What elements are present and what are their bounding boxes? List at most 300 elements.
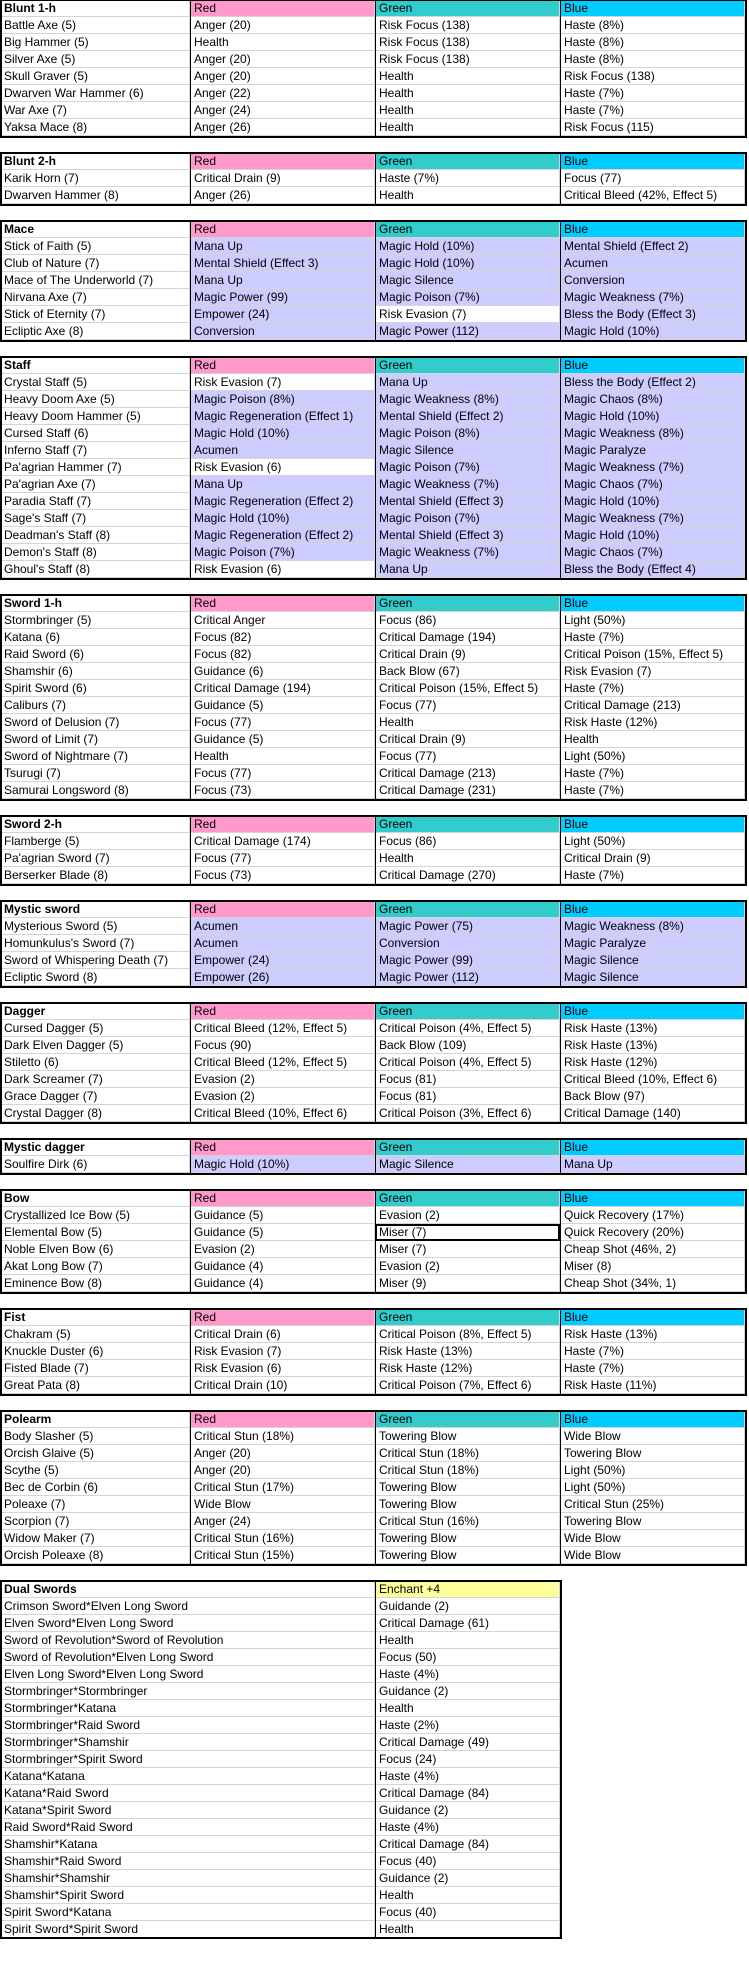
green-sa-cell[interactable]: Magic Silence <box>375 272 560 289</box>
dual-sword-sa-cell[interactable]: Critical Damage (61) <box>375 1615 560 1632</box>
red-column-header[interactable]: Red <box>190 1139 375 1156</box>
blue-column-header[interactable]: Blue <box>560 0 745 17</box>
red-sa-cell[interactable]: Mana Up <box>190 238 375 255</box>
dual-sword-combo-cell[interactable]: Spirit Sword*Katana <box>0 1904 375 1921</box>
dual-sword-sa-cell[interactable]: Critical Damage (84) <box>375 1785 560 1802</box>
red-column-header[interactable]: Red <box>190 1309 375 1326</box>
blue-sa-cell[interactable]: Magic Silence <box>560 969 745 986</box>
dual-sword-combo-cell[interactable]: Shamshir*Spirit Sword <box>0 1887 375 1904</box>
red-sa-cell[interactable]: Focus (82) <box>190 646 375 663</box>
blue-sa-cell[interactable]: Risk Haste (13%) <box>560 1020 745 1037</box>
green-sa-cell[interactable]: Risk Focus (138) <box>375 34 560 51</box>
red-sa-cell[interactable]: Anger (20) <box>190 17 375 34</box>
blue-sa-cell[interactable]: Haste (8%) <box>560 51 745 68</box>
red-sa-cell[interactable]: Magic Regeneration (Effect 2) <box>190 527 375 544</box>
red-sa-cell[interactable]: Critical Bleed (12%, Effect 5) <box>190 1054 375 1071</box>
blue-sa-cell[interactable]: Risk Haste (12%) <box>560 1054 745 1071</box>
green-sa-cell[interactable]: Haste (7%) <box>375 170 560 187</box>
dual-sword-combo-cell[interactable]: Raid Sword*Raid Sword <box>0 1819 375 1836</box>
blue-column-header[interactable]: Blue <box>560 1139 745 1156</box>
blue-column-header[interactable]: Blue <box>560 901 745 918</box>
weapon-name-cell[interactable]: Katana (6) <box>0 629 190 646</box>
red-sa-cell[interactable]: Mental Shield (Effect 3) <box>190 255 375 272</box>
red-sa-cell[interactable]: Empower (26) <box>190 969 375 986</box>
blue-column-header[interactable]: Blue <box>560 1190 745 1207</box>
blue-column-header[interactable]: Blue <box>560 221 745 238</box>
dual-sword-sa-cell[interactable]: Focus (24) <box>375 1751 560 1768</box>
red-column-header[interactable]: Red <box>190 1190 375 1207</box>
green-column-header[interactable]: Green <box>375 595 560 612</box>
blue-sa-cell[interactable]: Bless the Body (Effect 3) <box>560 306 745 323</box>
section-title[interactable]: Blunt 1-h <box>0 0 190 17</box>
weapon-name-cell[interactable]: War Axe (7) <box>0 102 190 119</box>
green-sa-cell[interactable]: Critical Damage (270) <box>375 867 560 884</box>
dual-sword-sa-cell[interactable]: Critical Damage (49) <box>375 1734 560 1751</box>
section-title[interactable]: Sword 2-h <box>0 816 190 833</box>
green-sa-cell[interactable]: Evasion (2) <box>375 1258 560 1275</box>
blue-sa-cell[interactable]: Haste (7%) <box>560 102 745 119</box>
dual-sword-sa-cell[interactable]: Critical Damage (84) <box>375 1836 560 1853</box>
weapon-name-cell[interactable]: Akat Long Bow (7) <box>0 1258 190 1275</box>
red-sa-cell[interactable]: Risk Evasion (6) <box>190 459 375 476</box>
green-sa-cell[interactable]: Magic Silence <box>375 442 560 459</box>
blue-sa-cell[interactable]: Magic Weakness (7%) <box>560 510 745 527</box>
blue-sa-cell[interactable]: Miser (8) <box>560 1258 745 1275</box>
blue-sa-cell[interactable]: Critical Damage (213) <box>560 697 745 714</box>
weapon-name-cell[interactable]: Crystal Staff (5) <box>0 374 190 391</box>
green-sa-cell[interactable]: Towering Blow <box>375 1547 560 1564</box>
weapon-name-cell[interactable]: Widow Maker (7) <box>0 1530 190 1547</box>
section-title[interactable]: Polearm <box>0 1411 190 1428</box>
green-sa-cell[interactable]: Risk Haste (12%) <box>375 1360 560 1377</box>
green-sa-cell[interactable]: Magic Hold (10%) <box>375 255 560 272</box>
dual-sword-sa-cell[interactable]: Guidande (2) <box>375 1598 560 1615</box>
red-sa-cell[interactable]: Critical Stun (17%) <box>190 1479 375 1496</box>
red-sa-cell[interactable]: Critical Stun (18%) <box>190 1428 375 1445</box>
dual-sword-sa-cell[interactable]: Focus (40) <box>375 1853 560 1870</box>
weapon-name-cell[interactable]: Sword of Whispering Death (7) <box>0 952 190 969</box>
red-sa-cell[interactable]: Magic Hold (10%) <box>190 510 375 527</box>
red-sa-cell[interactable]: Evasion (2) <box>190 1241 375 1258</box>
weapon-name-cell[interactable]: Orcish Poleaxe (8) <box>0 1547 190 1564</box>
section-title[interactable]: Staff <box>0 357 190 374</box>
weapon-name-cell[interactable]: Stormbringer (5) <box>0 612 190 629</box>
dual-sword-combo-cell[interactable]: Elven Long Sword*Elven Long Sword <box>0 1666 375 1683</box>
section-title[interactable]: Fist <box>0 1309 190 1326</box>
dual-sword-sa-cell[interactable]: Haste (4%) <box>375 1768 560 1785</box>
green-sa-cell[interactable]: Back Blow (109) <box>375 1037 560 1054</box>
weapon-name-cell[interactable]: Sword of Nightmare (7) <box>0 748 190 765</box>
red-sa-cell[interactable]: Critical Stun (15%) <box>190 1547 375 1564</box>
blue-sa-cell[interactable]: Magic Hold (10%) <box>560 323 745 340</box>
green-sa-cell[interactable]: Magic Weakness (7%) <box>375 476 560 493</box>
section-title[interactable]: Dagger <box>0 1003 190 1020</box>
blue-sa-cell[interactable]: Critical Damage (140) <box>560 1105 745 1122</box>
weapon-name-cell[interactable]: Paradia Staff (7) <box>0 493 190 510</box>
weapon-name-cell[interactable]: Karik Horn (7) <box>0 170 190 187</box>
blue-sa-cell[interactable]: Magic Paralyze <box>560 935 745 952</box>
blue-sa-cell[interactable]: Magic Chaos (7%) <box>560 544 745 561</box>
weapon-name-cell[interactable]: Bec de Corbin (6) <box>0 1479 190 1496</box>
blue-sa-cell[interactable]: Light (50%) <box>560 1462 745 1479</box>
section-title[interactable]: Mace <box>0 221 190 238</box>
green-column-header[interactable]: Green <box>375 221 560 238</box>
blue-column-header[interactable]: Blue <box>560 153 745 170</box>
red-sa-cell[interactable]: Magic Regeneration (Effect 2) <box>190 493 375 510</box>
green-sa-cell[interactable]: Magic Power (112) <box>375 969 560 986</box>
blue-sa-cell[interactable]: Risk Evasion (7) <box>560 663 745 680</box>
red-sa-cell[interactable]: Empower (24) <box>190 306 375 323</box>
blue-sa-cell[interactable]: Quick Recovery (20%) <box>560 1224 745 1241</box>
blue-sa-cell[interactable]: Haste (7%) <box>560 85 745 102</box>
red-sa-cell[interactable]: Guidance (6) <box>190 663 375 680</box>
blue-sa-cell[interactable]: Magic Chaos (7%) <box>560 476 745 493</box>
blue-sa-cell[interactable]: Risk Haste (11%) <box>560 1377 745 1394</box>
green-sa-cell[interactable]: Towering Blow <box>375 1479 560 1496</box>
dual-sword-combo-cell[interactable]: Katana*Raid Sword <box>0 1785 375 1802</box>
red-column-header[interactable]: Red <box>190 1003 375 1020</box>
red-sa-cell[interactable]: Critical Stun (16%) <box>190 1530 375 1547</box>
green-sa-cell[interactable]: Evasion (2) <box>375 1207 560 1224</box>
red-sa-cell[interactable]: Acumen <box>190 442 375 459</box>
weapon-name-cell[interactable]: Inferno Staff (7) <box>0 442 190 459</box>
dual-sword-combo-cell[interactable]: Stormbringer*Stormbringer <box>0 1683 375 1700</box>
weapon-name-cell[interactable]: Heavy Doom Axe (5) <box>0 391 190 408</box>
red-sa-cell[interactable]: Guidance (5) <box>190 1224 375 1241</box>
red-sa-cell[interactable]: Conversion <box>190 323 375 340</box>
blue-sa-cell[interactable]: Bless the Body (Effect 2) <box>560 374 745 391</box>
green-sa-cell[interactable]: Mana Up <box>375 374 560 391</box>
red-sa-cell[interactable]: Focus (73) <box>190 782 375 799</box>
blue-sa-cell[interactable]: Critical Stun (25%) <box>560 1496 745 1513</box>
green-sa-cell[interactable]: Critical Drain (9) <box>375 646 560 663</box>
green-sa-cell[interactable]: Towering Blow <box>375 1496 560 1513</box>
blue-sa-cell[interactable]: Haste (7%) <box>560 629 745 646</box>
dual-sword-combo-cell[interactable]: Spirit Sword*Spirit Sword <box>0 1921 375 1938</box>
weapon-name-cell[interactable]: Dark Elven Dagger (5) <box>0 1037 190 1054</box>
dual-sword-combo-cell[interactable]: Katana*Katana <box>0 1768 375 1785</box>
weapon-name-cell[interactable]: Stick of Eternity (7) <box>0 306 190 323</box>
dual-sword-sa-cell[interactable]: Health <box>375 1921 560 1938</box>
green-sa-cell[interactable]: Critical Damage (213) <box>375 765 560 782</box>
blue-sa-cell[interactable]: Wide Blow <box>560 1530 745 1547</box>
blue-sa-cell[interactable]: Magic Weakness (7%) <box>560 459 745 476</box>
green-sa-cell[interactable]: Critical Poison (4%, Effect 5) <box>375 1020 560 1037</box>
green-sa-cell[interactable]: Conversion <box>375 935 560 952</box>
red-column-header[interactable]: Red <box>190 0 375 17</box>
red-sa-cell[interactable]: Anger (20) <box>190 51 375 68</box>
dual-sword-combo-cell[interactable]: Sword of Revolution*Sword of Revolution <box>0 1632 375 1649</box>
weapon-name-cell[interactable]: Stick of Faith (5) <box>0 238 190 255</box>
blue-sa-cell[interactable]: Light (50%) <box>560 748 745 765</box>
blue-sa-cell[interactable]: Cheap Shot (46%, 2) <box>560 1241 745 1258</box>
red-sa-cell[interactable]: Risk Evasion (7) <box>190 1343 375 1360</box>
weapon-name-cell[interactable]: Mysterious Sword (5) <box>0 918 190 935</box>
blue-sa-cell[interactable]: Acumen <box>560 255 745 272</box>
red-sa-cell[interactable]: Anger (26) <box>190 187 375 204</box>
blue-sa-cell[interactable]: Wide Blow <box>560 1547 745 1564</box>
blue-sa-cell[interactable]: Risk Focus (138) <box>560 68 745 85</box>
green-sa-cell[interactable]: Magic Power (75) <box>375 918 560 935</box>
red-sa-cell[interactable]: Focus (82) <box>190 629 375 646</box>
blue-column-header[interactable]: Blue <box>560 1309 745 1326</box>
weapon-name-cell[interactable]: Pa'agrian Sword (7) <box>0 850 190 867</box>
weapon-name-cell[interactable]: Deadman's Staff (8) <box>0 527 190 544</box>
dual-sword-sa-cell[interactable]: Health <box>375 1887 560 1904</box>
red-sa-cell[interactable]: Anger (20) <box>190 1462 375 1479</box>
weapon-name-cell[interactable]: Mace of The Underworld (7) <box>0 272 190 289</box>
weapon-name-cell[interactable]: Knuckle Duster (6) <box>0 1343 190 1360</box>
section-title[interactable]: Bow <box>0 1190 190 1207</box>
weapon-name-cell[interactable]: Cursed Staff (6) <box>0 425 190 442</box>
green-column-header[interactable]: Green <box>375 357 560 374</box>
blue-sa-cell[interactable]: Mana Up <box>560 1156 745 1173</box>
weapon-name-cell[interactable]: Samurai Longsword (8) <box>0 782 190 799</box>
weapon-name-cell[interactable]: Tsurugi (7) <box>0 765 190 782</box>
weapon-name-cell[interactable]: Eminence Bow (8) <box>0 1275 190 1292</box>
blue-sa-cell[interactable]: Quick Recovery (17%) <box>560 1207 745 1224</box>
weapon-name-cell[interactable]: Homunkulus's Sword (7) <box>0 935 190 952</box>
green-column-header[interactable]: Green <box>375 1139 560 1156</box>
green-sa-cell[interactable]: Critical Stun (18%) <box>375 1462 560 1479</box>
weapon-name-cell[interactable]: Ecliptic Sword (8) <box>0 969 190 986</box>
blue-sa-cell[interactable]: Risk Haste (13%) <box>560 1326 745 1343</box>
weapon-name-cell[interactable]: Dwarven Hammer (8) <box>0 187 190 204</box>
weapon-name-cell[interactable]: Pa'agrian Hammer (7) <box>0 459 190 476</box>
blue-column-header[interactable]: Blue <box>560 357 745 374</box>
green-sa-cell[interactable]: Miser (7) <box>375 1224 560 1241</box>
weapon-name-cell[interactable]: Poleaxe (7) <box>0 1496 190 1513</box>
red-sa-cell[interactable]: Critical Bleed (10%, Effect 6) <box>190 1105 375 1122</box>
blue-sa-cell[interactable]: Haste (8%) <box>560 17 745 34</box>
weapon-name-cell[interactable]: Heavy Doom Hammer (5) <box>0 408 190 425</box>
red-sa-cell[interactable]: Focus (73) <box>190 867 375 884</box>
green-column-header[interactable]: Green <box>375 1003 560 1020</box>
green-sa-cell[interactable]: Magic Silence <box>375 1156 560 1173</box>
red-sa-cell[interactable]: Focus (90) <box>190 1037 375 1054</box>
red-sa-cell[interactable]: Evasion (2) <box>190 1071 375 1088</box>
red-sa-cell[interactable]: Magic Power (99) <box>190 289 375 306</box>
weapon-name-cell[interactable]: Yaksa Mace (8) <box>0 119 190 136</box>
weapon-name-cell[interactable]: Ecliptic Axe (8) <box>0 323 190 340</box>
green-sa-cell[interactable]: Focus (81) <box>375 1088 560 1105</box>
red-sa-cell[interactable]: Guidance (4) <box>190 1258 375 1275</box>
dual-sword-sa-cell[interactable]: Focus (40) <box>375 1904 560 1921</box>
weapon-name-cell[interactable]: Dark Screamer (7) <box>0 1071 190 1088</box>
blue-sa-cell[interactable]: Magic Weakness (8%) <box>560 425 745 442</box>
weapon-name-cell[interactable]: Stiletto (6) <box>0 1054 190 1071</box>
green-sa-cell[interactable]: Critical Poison (15%, Effect 5) <box>375 680 560 697</box>
green-sa-cell[interactable]: Focus (81) <box>375 1071 560 1088</box>
weapon-name-cell[interactable]: Demon's Staff (8) <box>0 544 190 561</box>
green-sa-cell[interactable]: Miser (7) <box>375 1241 560 1258</box>
blue-sa-cell[interactable]: Critical Poison (15%, Effect 5) <box>560 646 745 663</box>
green-sa-cell[interactable]: Magic Power (112) <box>375 323 560 340</box>
green-sa-cell[interactable]: Health <box>375 714 560 731</box>
weapon-name-cell[interactable]: Skull Graver (5) <box>0 68 190 85</box>
blue-sa-cell[interactable]: Magic Weakness (7%) <box>560 289 745 306</box>
section-title[interactable]: Sword 1-h <box>0 595 190 612</box>
blue-sa-cell[interactable]: Magic Weakness (8%) <box>560 918 745 935</box>
red-sa-cell[interactable]: Critical Drain (6) <box>190 1326 375 1343</box>
weapon-name-cell[interactable]: Shamshir (6) <box>0 663 190 680</box>
weapon-name-cell[interactable]: Silver Axe (5) <box>0 51 190 68</box>
red-column-header[interactable]: Red <box>190 595 375 612</box>
section-title[interactable]: Blunt 2-h <box>0 153 190 170</box>
red-sa-cell[interactable]: Risk Evasion (7) <box>190 374 375 391</box>
dual-sword-combo-cell[interactable]: Shamshir*Raid Sword <box>0 1853 375 1870</box>
red-sa-cell[interactable]: Health <box>190 34 375 51</box>
blue-sa-cell[interactable]: Haste (7%) <box>560 765 745 782</box>
red-sa-cell[interactable]: Critical Drain (9) <box>190 170 375 187</box>
green-column-header[interactable]: Green <box>375 1190 560 1207</box>
blue-sa-cell[interactable]: Critical Bleed (42%, Effect 5) <box>560 187 745 204</box>
dual-sword-sa-cell[interactable]: Guidance (2) <box>375 1870 560 1887</box>
green-column-header[interactable]: Green <box>375 901 560 918</box>
green-sa-cell[interactable]: Critical Stun (18%) <box>375 1445 560 1462</box>
dual-sword-combo-cell[interactable]: Stormbringer*Shamshir <box>0 1734 375 1751</box>
weapon-name-cell[interactable]: Berserker Blade (8) <box>0 867 190 884</box>
weapon-name-cell[interactable]: Grace Dagger (7) <box>0 1088 190 1105</box>
blue-sa-cell[interactable]: Towering Blow <box>560 1513 745 1530</box>
green-sa-cell[interactable]: Magic Power (99) <box>375 952 560 969</box>
green-sa-cell[interactable]: Miser (9) <box>375 1275 560 1292</box>
weapon-name-cell[interactable]: Great Pata (8) <box>0 1377 190 1394</box>
green-sa-cell[interactable]: Magic Weakness (8%) <box>375 391 560 408</box>
blue-sa-cell[interactable]: Risk Focus (115) <box>560 119 745 136</box>
blue-sa-cell[interactable]: Cheap Shot (34%, 1) <box>560 1275 745 1292</box>
blue-column-header[interactable]: Blue <box>560 595 745 612</box>
weapon-name-cell[interactable]: Caliburs (7) <box>0 697 190 714</box>
green-sa-cell[interactable]: Back Blow (67) <box>375 663 560 680</box>
red-sa-cell[interactable]: Wide Blow <box>190 1496 375 1513</box>
dual-sword-sa-cell[interactable]: Haste (2%) <box>375 1717 560 1734</box>
red-sa-cell[interactable]: Magic Hold (10%) <box>190 1156 375 1173</box>
red-sa-cell[interactable]: Health <box>190 748 375 765</box>
green-sa-cell[interactable]: Health <box>375 119 560 136</box>
green-sa-cell[interactable]: Health <box>375 85 560 102</box>
green-column-header[interactable]: Green <box>375 816 560 833</box>
blue-sa-cell[interactable]: Risk Haste (12%) <box>560 714 745 731</box>
green-sa-cell[interactable]: Health <box>375 68 560 85</box>
weapon-name-cell[interactable]: Pa'agrian Axe (7) <box>0 476 190 493</box>
red-sa-cell[interactable]: Anger (24) <box>190 1513 375 1530</box>
green-sa-cell[interactable]: Critical Poison (8%, Effect 5) <box>375 1326 560 1343</box>
blue-sa-cell[interactable]: Magic Hold (10%) <box>560 493 745 510</box>
green-sa-cell[interactable]: Critical Poison (7%, Effect 6) <box>375 1377 560 1394</box>
green-sa-cell[interactable]: Magic Poison (7%) <box>375 289 560 306</box>
blue-sa-cell[interactable]: Light (50%) <box>560 1479 745 1496</box>
dual-sword-sa-cell[interactable]: Haste (4%) <box>375 1666 560 1683</box>
red-column-header[interactable]: Red <box>190 1411 375 1428</box>
green-sa-cell[interactable]: Critical Damage (231) <box>375 782 560 799</box>
weapon-name-cell[interactable]: Body Slasher (5) <box>0 1428 190 1445</box>
weapon-name-cell[interactable]: Fisted Blade (7) <box>0 1360 190 1377</box>
red-column-header[interactable]: Red <box>190 901 375 918</box>
red-column-header[interactable]: Red <box>190 357 375 374</box>
weapon-name-cell[interactable]: Battle Axe (5) <box>0 17 190 34</box>
blue-sa-cell[interactable]: Light (50%) <box>560 612 745 629</box>
green-column-header[interactable]: Green <box>375 0 560 17</box>
blue-sa-cell[interactable]: Haste (7%) <box>560 1343 745 1360</box>
green-sa-cell[interactable]: Focus (77) <box>375 748 560 765</box>
green-sa-cell[interactable]: Risk Evasion (7) <box>375 306 560 323</box>
red-sa-cell[interactable]: Acumen <box>190 918 375 935</box>
blue-sa-cell[interactable]: Haste (7%) <box>560 1360 745 1377</box>
blue-sa-cell[interactable]: Haste (8%) <box>560 34 745 51</box>
red-sa-cell[interactable]: Magic Poison (8%) <box>190 391 375 408</box>
red-sa-cell[interactable]: Magic Regeneration (Effect 1) <box>190 408 375 425</box>
green-sa-cell[interactable]: Focus (86) <box>375 612 560 629</box>
weapon-name-cell[interactable]: Flamberge (5) <box>0 833 190 850</box>
weapon-name-cell[interactable]: Sage's Staff (7) <box>0 510 190 527</box>
green-sa-cell[interactable]: Towering Blow <box>375 1428 560 1445</box>
green-sa-cell[interactable]: Magic Poison (8%) <box>375 425 560 442</box>
red-sa-cell[interactable]: Magic Hold (10%) <box>190 425 375 442</box>
blue-sa-cell[interactable]: Critical Drain (9) <box>560 850 745 867</box>
red-sa-cell[interactable]: Guidance (4) <box>190 1275 375 1292</box>
weapon-name-cell[interactable]: Spirit Sword (6) <box>0 680 190 697</box>
red-column-header[interactable]: Red <box>190 816 375 833</box>
dual-sword-sa-cell[interactable]: Health <box>375 1632 560 1649</box>
blue-sa-cell[interactable]: Magic Chaos (8%) <box>560 391 745 408</box>
dual-sword-combo-cell[interactable]: Stormbringer*Spirit Sword <box>0 1751 375 1768</box>
red-sa-cell[interactable]: Critical Bleed (12%, Effect 5) <box>190 1020 375 1037</box>
red-sa-cell[interactable]: Magic Poison (7%) <box>190 544 375 561</box>
dual-sword-sa-cell[interactable]: Focus (50) <box>375 1649 560 1666</box>
red-sa-cell[interactable]: Critical Drain (10) <box>190 1377 375 1394</box>
weapon-name-cell[interactable]: Crystal Dagger (8) <box>0 1105 190 1122</box>
dual-sword-combo-cell[interactable]: Stormbringer*Katana <box>0 1700 375 1717</box>
green-sa-cell[interactable]: Mental Shield (Effect 2) <box>375 408 560 425</box>
weapon-name-cell[interactable]: Noble Elven Bow (6) <box>0 1241 190 1258</box>
weapon-name-cell[interactable]: Raid Sword (6) <box>0 646 190 663</box>
green-sa-cell[interactable]: Magic Weakness (7%) <box>375 544 560 561</box>
red-sa-cell[interactable]: Anger (26) <box>190 119 375 136</box>
red-sa-cell[interactable]: Guidance (5) <box>190 731 375 748</box>
weapon-name-cell[interactable]: Orcish Glaive (5) <box>0 1445 190 1462</box>
blue-sa-cell[interactable]: Wide Blow <box>560 1428 745 1445</box>
green-sa-cell[interactable]: Risk Haste (13%) <box>375 1343 560 1360</box>
red-sa-cell[interactable]: Critical Damage (194) <box>190 680 375 697</box>
blue-sa-cell[interactable]: Magic Paralyze <box>560 442 745 459</box>
red-sa-cell[interactable]: Critical Anger <box>190 612 375 629</box>
blue-sa-cell[interactable]: Back Blow (97) <box>560 1088 745 1105</box>
dual-sword-sa-cell[interactable]: Guidance (2) <box>375 1802 560 1819</box>
blue-sa-cell[interactable]: Magic Silence <box>560 952 745 969</box>
weapon-name-cell[interactable]: Sword of Limit (7) <box>0 731 190 748</box>
weapon-name-cell[interactable]: Sword of Delusion (7) <box>0 714 190 731</box>
blue-sa-cell[interactable]: Magic Hold (10%) <box>560 408 745 425</box>
dual-sword-combo-cell[interactable]: Shamshir*Shamshir <box>0 1870 375 1887</box>
dual-sword-sa-cell[interactable]: Haste (4%) <box>375 1819 560 1836</box>
weapon-name-cell[interactable]: Club of Nature (7) <box>0 255 190 272</box>
blue-sa-cell[interactable]: Critical Bleed (10%, Effect 6) <box>560 1071 745 1088</box>
blue-sa-cell[interactable]: Light (50%) <box>560 833 745 850</box>
green-sa-cell[interactable]: Mana Up <box>375 561 560 578</box>
blue-sa-cell[interactable]: Conversion <box>560 272 745 289</box>
green-sa-cell[interactable]: Critical Poison (4%, Effect 5) <box>375 1054 560 1071</box>
red-sa-cell[interactable]: Acumen <box>190 935 375 952</box>
dual-sword-combo-cell[interactable]: Elven Sword*Elven Long Sword <box>0 1615 375 1632</box>
red-sa-cell[interactable]: Critical Damage (174) <box>190 833 375 850</box>
blue-sa-cell[interactable]: Bless the Body (Effect 4) <box>560 561 745 578</box>
enchant-header[interactable]: Enchant +4 <box>375 1581 560 1598</box>
green-sa-cell[interactable]: Focus (77) <box>375 697 560 714</box>
green-sa-cell[interactable]: Critical Damage (194) <box>375 629 560 646</box>
weapon-name-cell[interactable]: Ghoul's Staff (8) <box>0 561 190 578</box>
weapon-name-cell[interactable]: Big Hammer (5) <box>0 34 190 51</box>
